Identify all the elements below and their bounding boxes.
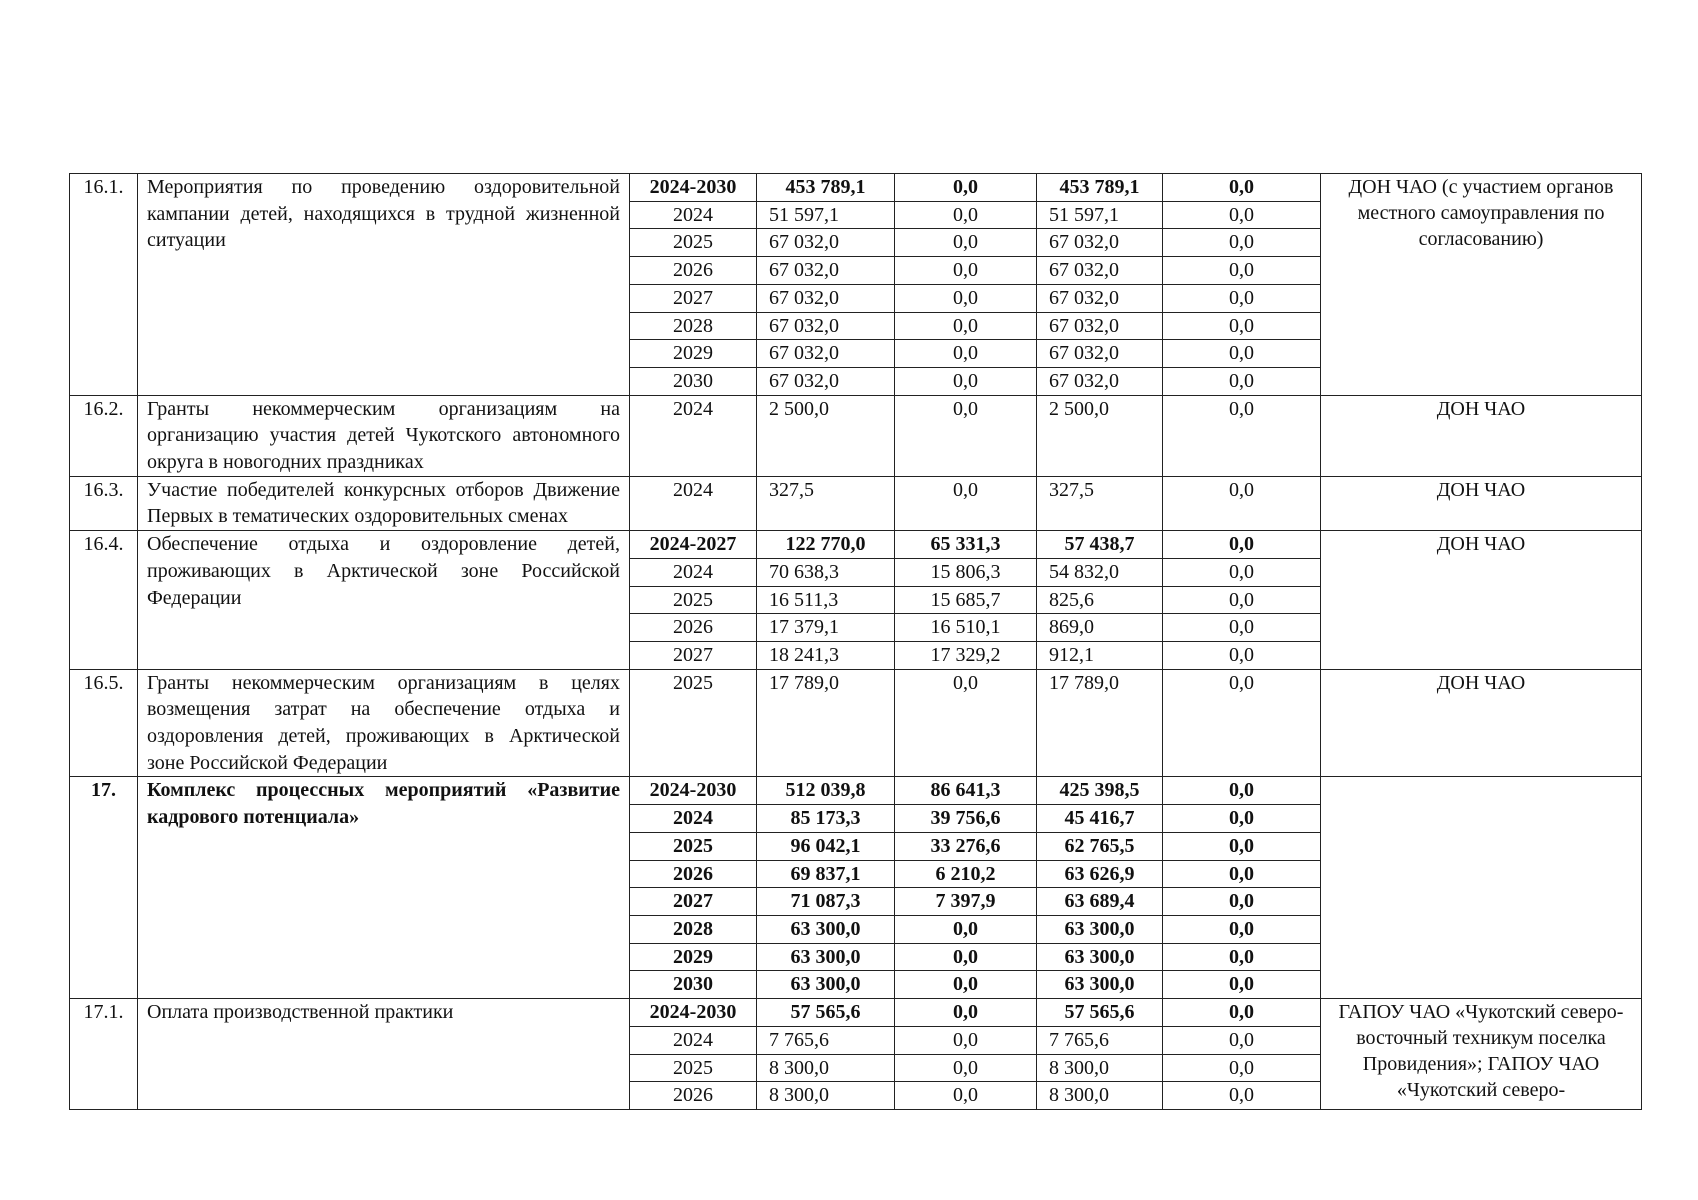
other-sources-cell: 0,0	[1163, 888, 1321, 916]
other-sources-cell: 0,0	[1163, 558, 1321, 586]
period-cell: 2024-2030	[630, 174, 757, 202]
other-sources-cell: 0,0	[1163, 476, 1321, 530]
other-sources-cell: 0,0	[1163, 860, 1321, 888]
other-sources-cell: 0,0	[1163, 805, 1321, 833]
regional-budget-cell: 67 032,0	[1037, 284, 1163, 312]
federal-budget-cell: 0,0	[895, 257, 1037, 285]
responsible-executor: ГАПОУ ЧАО «Чукотский северо-восточный техникум поселка Провидения»; ГАПОУ ЧАО «Чукотский северо-	[1321, 999, 1642, 1110]
other-sources-cell: 0,0	[1163, 586, 1321, 614]
federal-budget-cell: 0,0	[895, 1082, 1037, 1110]
responsible-executor	[1321, 777, 1642, 999]
period-cell: 2028	[630, 915, 757, 943]
period-cell: 2024-2027	[630, 531, 757, 559]
period-cell: 2026	[630, 614, 757, 642]
table-row	[70, 777, 1642, 805]
federal-budget-cell: 86 641,3	[895, 777, 1037, 805]
federal-budget-cell: 15 806,3	[895, 558, 1037, 586]
table-row	[70, 669, 1642, 777]
other-sources-cell: 0,0	[1163, 174, 1321, 202]
period-cell: 2024-2030	[630, 999, 757, 1027]
federal-budget-cell: 6 210,2	[895, 860, 1037, 888]
total-cell: 16 511,3	[757, 586, 895, 614]
item-name: Гранты некоммерческим организациям в целях возмещения затрат на обеспечение отдыха и оздоровления детей, проживающих в Арктической зоне Российской Федерации	[138, 669, 630, 777]
regional-budget-cell: 45 416,7	[1037, 805, 1163, 833]
period-cell: 2024-2030	[630, 777, 757, 805]
regional-budget-cell: 7 765,6	[1037, 1026, 1163, 1054]
total-cell: 2 500,0	[757, 395, 895, 476]
item-name: Участие победителей конкурсных отборов Движение Первых в тематических оздоровительных сменах	[138, 476, 630, 530]
period-cell: 2024	[630, 1026, 757, 1054]
total-cell: 71 087,3	[757, 888, 895, 916]
item-number: 16.2.	[70, 395, 138, 476]
federal-budget-cell: 65 331,3	[895, 531, 1037, 559]
item-name: Обеспечение отдыха и оздоровление детей, проживающих в Арктической зоне Российской Федерации	[138, 531, 630, 670]
regional-budget-cell: 67 032,0	[1037, 312, 1163, 340]
federal-budget-cell: 0,0	[895, 229, 1037, 257]
item-number: 16.1.	[70, 174, 138, 396]
period-cell: 2025	[630, 669, 757, 777]
total-cell: 67 032,0	[757, 229, 895, 257]
total-cell: 67 032,0	[757, 257, 895, 285]
period-cell: 2027	[630, 641, 757, 669]
federal-budget-cell: 0,0	[895, 971, 1037, 999]
regional-budget-cell: 67 032,0	[1037, 340, 1163, 368]
table-row	[70, 476, 1642, 530]
regional-budget-cell: 8 300,0	[1037, 1082, 1163, 1110]
other-sources-cell: 0,0	[1163, 1082, 1321, 1110]
table-row	[70, 395, 1642, 476]
period-cell: 2024	[630, 395, 757, 476]
federal-budget-cell: 0,0	[895, 1054, 1037, 1082]
regional-budget-cell: 54 832,0	[1037, 558, 1163, 586]
period-cell: 2029	[630, 340, 757, 368]
regional-budget-cell: 63 689,4	[1037, 888, 1163, 916]
regional-budget-cell: 825,6	[1037, 586, 1163, 614]
other-sources-cell: 0,0	[1163, 614, 1321, 642]
total-cell: 63 300,0	[757, 971, 895, 999]
item-name: Мероприятия по проведению оздоровительной кампании детей, находящихся в трудной жизненной ситуации	[138, 174, 630, 396]
period-cell: 2029	[630, 943, 757, 971]
federal-budget-cell: 0,0	[895, 915, 1037, 943]
period-cell: 2026	[630, 860, 757, 888]
item-number: 17.	[70, 777, 138, 999]
regional-budget-cell: 62 765,5	[1037, 832, 1163, 860]
regional-budget-cell: 425 398,5	[1037, 777, 1163, 805]
total-cell: 67 032,0	[757, 312, 895, 340]
period-cell: 2028	[630, 312, 757, 340]
total-cell: 8 300,0	[757, 1082, 895, 1110]
period-cell: 2025	[630, 1054, 757, 1082]
total-cell: 67 032,0	[757, 340, 895, 368]
regional-budget-cell: 327,5	[1037, 476, 1163, 530]
other-sources-cell: 0,0	[1163, 395, 1321, 476]
item-number: 17.1.	[70, 999, 138, 1110]
other-sources-cell: 0,0	[1163, 367, 1321, 395]
federal-budget-cell: 0,0	[895, 367, 1037, 395]
other-sources-cell: 0,0	[1163, 943, 1321, 971]
federal-budget-cell: 0,0	[895, 999, 1037, 1027]
total-cell: 67 032,0	[757, 367, 895, 395]
total-cell: 8 300,0	[757, 1054, 895, 1082]
other-sources-cell: 0,0	[1163, 201, 1321, 229]
total-cell: 70 638,3	[757, 558, 895, 586]
period-cell: 2030	[630, 971, 757, 999]
item-number: 16.4.	[70, 531, 138, 670]
federal-budget-cell: 39 756,6	[895, 805, 1037, 833]
federal-budget-cell: 0,0	[895, 395, 1037, 476]
regional-budget-cell: 57 438,7	[1037, 531, 1163, 559]
regional-budget-cell: 63 626,9	[1037, 860, 1163, 888]
federal-budget-cell: 0,0	[895, 340, 1037, 368]
federal-budget-cell: 0,0	[895, 1026, 1037, 1054]
period-cell: 2024	[630, 805, 757, 833]
total-cell: 69 837,1	[757, 860, 895, 888]
regional-budget-cell: 67 032,0	[1037, 257, 1163, 285]
other-sources-cell: 0,0	[1163, 229, 1321, 257]
total-cell: 18 241,3	[757, 641, 895, 669]
period-cell: 2026	[630, 1082, 757, 1110]
responsible-executor: ДОН ЧАО	[1321, 531, 1642, 670]
period-cell: 2025	[630, 229, 757, 257]
other-sources-cell: 0,0	[1163, 531, 1321, 559]
regional-budget-cell: 17 789,0	[1037, 669, 1163, 777]
total-cell: 51 597,1	[757, 201, 895, 229]
period-cell: 2024	[630, 476, 757, 530]
responsible-executor: ДОН ЧАО (с участием органов местного самоуправления по согласованию)	[1321, 174, 1642, 396]
period-cell: 2025	[630, 586, 757, 614]
other-sources-cell: 0,0	[1163, 641, 1321, 669]
other-sources-cell: 0,0	[1163, 1026, 1321, 1054]
table-body	[70, 174, 1642, 1110]
other-sources-cell: 0,0	[1163, 777, 1321, 805]
other-sources-cell: 0,0	[1163, 971, 1321, 999]
other-sources-cell: 0,0	[1163, 1054, 1321, 1082]
regional-budget-cell: 63 300,0	[1037, 971, 1163, 999]
total-cell: 327,5	[757, 476, 895, 530]
other-sources-cell: 0,0	[1163, 340, 1321, 368]
item-name: Комплекс процессных мероприятий «Развитие кадрового потенциала»	[138, 777, 630, 999]
other-sources-cell: 0,0	[1163, 669, 1321, 777]
table-row	[70, 174, 1642, 202]
federal-budget-cell: 0,0	[895, 201, 1037, 229]
period-cell: 2030	[630, 367, 757, 395]
budget-table	[69, 173, 1642, 1110]
table-row	[70, 999, 1642, 1027]
total-cell: 7 765,6	[757, 1026, 895, 1054]
period-cell: 2025	[630, 832, 757, 860]
federal-budget-cell: 0,0	[895, 669, 1037, 777]
total-cell: 85 173,3	[757, 805, 895, 833]
other-sources-cell: 0,0	[1163, 832, 1321, 860]
federal-budget-cell: 33 276,6	[895, 832, 1037, 860]
total-cell: 17 789,0	[757, 669, 895, 777]
total-cell: 96 042,1	[757, 832, 895, 860]
federal-budget-cell: 16 510,1	[895, 614, 1037, 642]
regional-budget-cell: 2 500,0	[1037, 395, 1163, 476]
item-name: Оплата производственной практики	[138, 999, 630, 1110]
regional-budget-cell: 57 565,6	[1037, 999, 1163, 1027]
regional-budget-cell: 869,0	[1037, 614, 1163, 642]
federal-budget-cell: 0,0	[895, 284, 1037, 312]
other-sources-cell: 0,0	[1163, 284, 1321, 312]
responsible-executor: ДОН ЧАО	[1321, 395, 1642, 476]
other-sources-cell: 0,0	[1163, 312, 1321, 340]
period-cell: 2026	[630, 257, 757, 285]
regional-budget-cell: 67 032,0	[1037, 229, 1163, 257]
total-cell: 63 300,0	[757, 915, 895, 943]
federal-budget-cell: 0,0	[895, 174, 1037, 202]
regional-budget-cell: 51 597,1	[1037, 201, 1163, 229]
responsible-executor: ДОН ЧАО	[1321, 669, 1642, 777]
table-row	[70, 531, 1642, 559]
total-cell: 67 032,0	[757, 284, 895, 312]
total-cell: 63 300,0	[757, 943, 895, 971]
period-cell: 2024	[630, 201, 757, 229]
period-cell: 2027	[630, 284, 757, 312]
regional-budget-cell: 912,1	[1037, 641, 1163, 669]
period-cell: 2024	[630, 558, 757, 586]
federal-budget-cell: 0,0	[895, 943, 1037, 971]
total-cell: 453 789,1	[757, 174, 895, 202]
item-number: 16.5.	[70, 669, 138, 777]
item-name: Гранты некоммерческим организациям на организацию участия детей Чукотского автономного округа в новогодних праздниках	[138, 395, 630, 476]
federal-budget-cell: 15 685,7	[895, 586, 1037, 614]
total-cell: 512 039,8	[757, 777, 895, 805]
other-sources-cell: 0,0	[1163, 257, 1321, 285]
total-cell: 122 770,0	[757, 531, 895, 559]
responsible-executor: ДОН ЧАО	[1321, 476, 1642, 530]
total-cell: 57 565,6	[757, 999, 895, 1027]
federal-budget-cell: 7 397,9	[895, 888, 1037, 916]
regional-budget-cell: 453 789,1	[1037, 174, 1163, 202]
regional-budget-cell: 8 300,0	[1037, 1054, 1163, 1082]
regional-budget-cell: 67 032,0	[1037, 367, 1163, 395]
federal-budget-cell: 0,0	[895, 476, 1037, 530]
regional-budget-cell: 63 300,0	[1037, 915, 1163, 943]
federal-budget-cell: 17 329,2	[895, 641, 1037, 669]
federal-budget-cell: 0,0	[895, 312, 1037, 340]
total-cell: 17 379,1	[757, 614, 895, 642]
regional-budget-cell: 63 300,0	[1037, 943, 1163, 971]
other-sources-cell: 0,0	[1163, 999, 1321, 1027]
item-number: 16.3.	[70, 476, 138, 530]
other-sources-cell: 0,0	[1163, 915, 1321, 943]
period-cell: 2027	[630, 888, 757, 916]
